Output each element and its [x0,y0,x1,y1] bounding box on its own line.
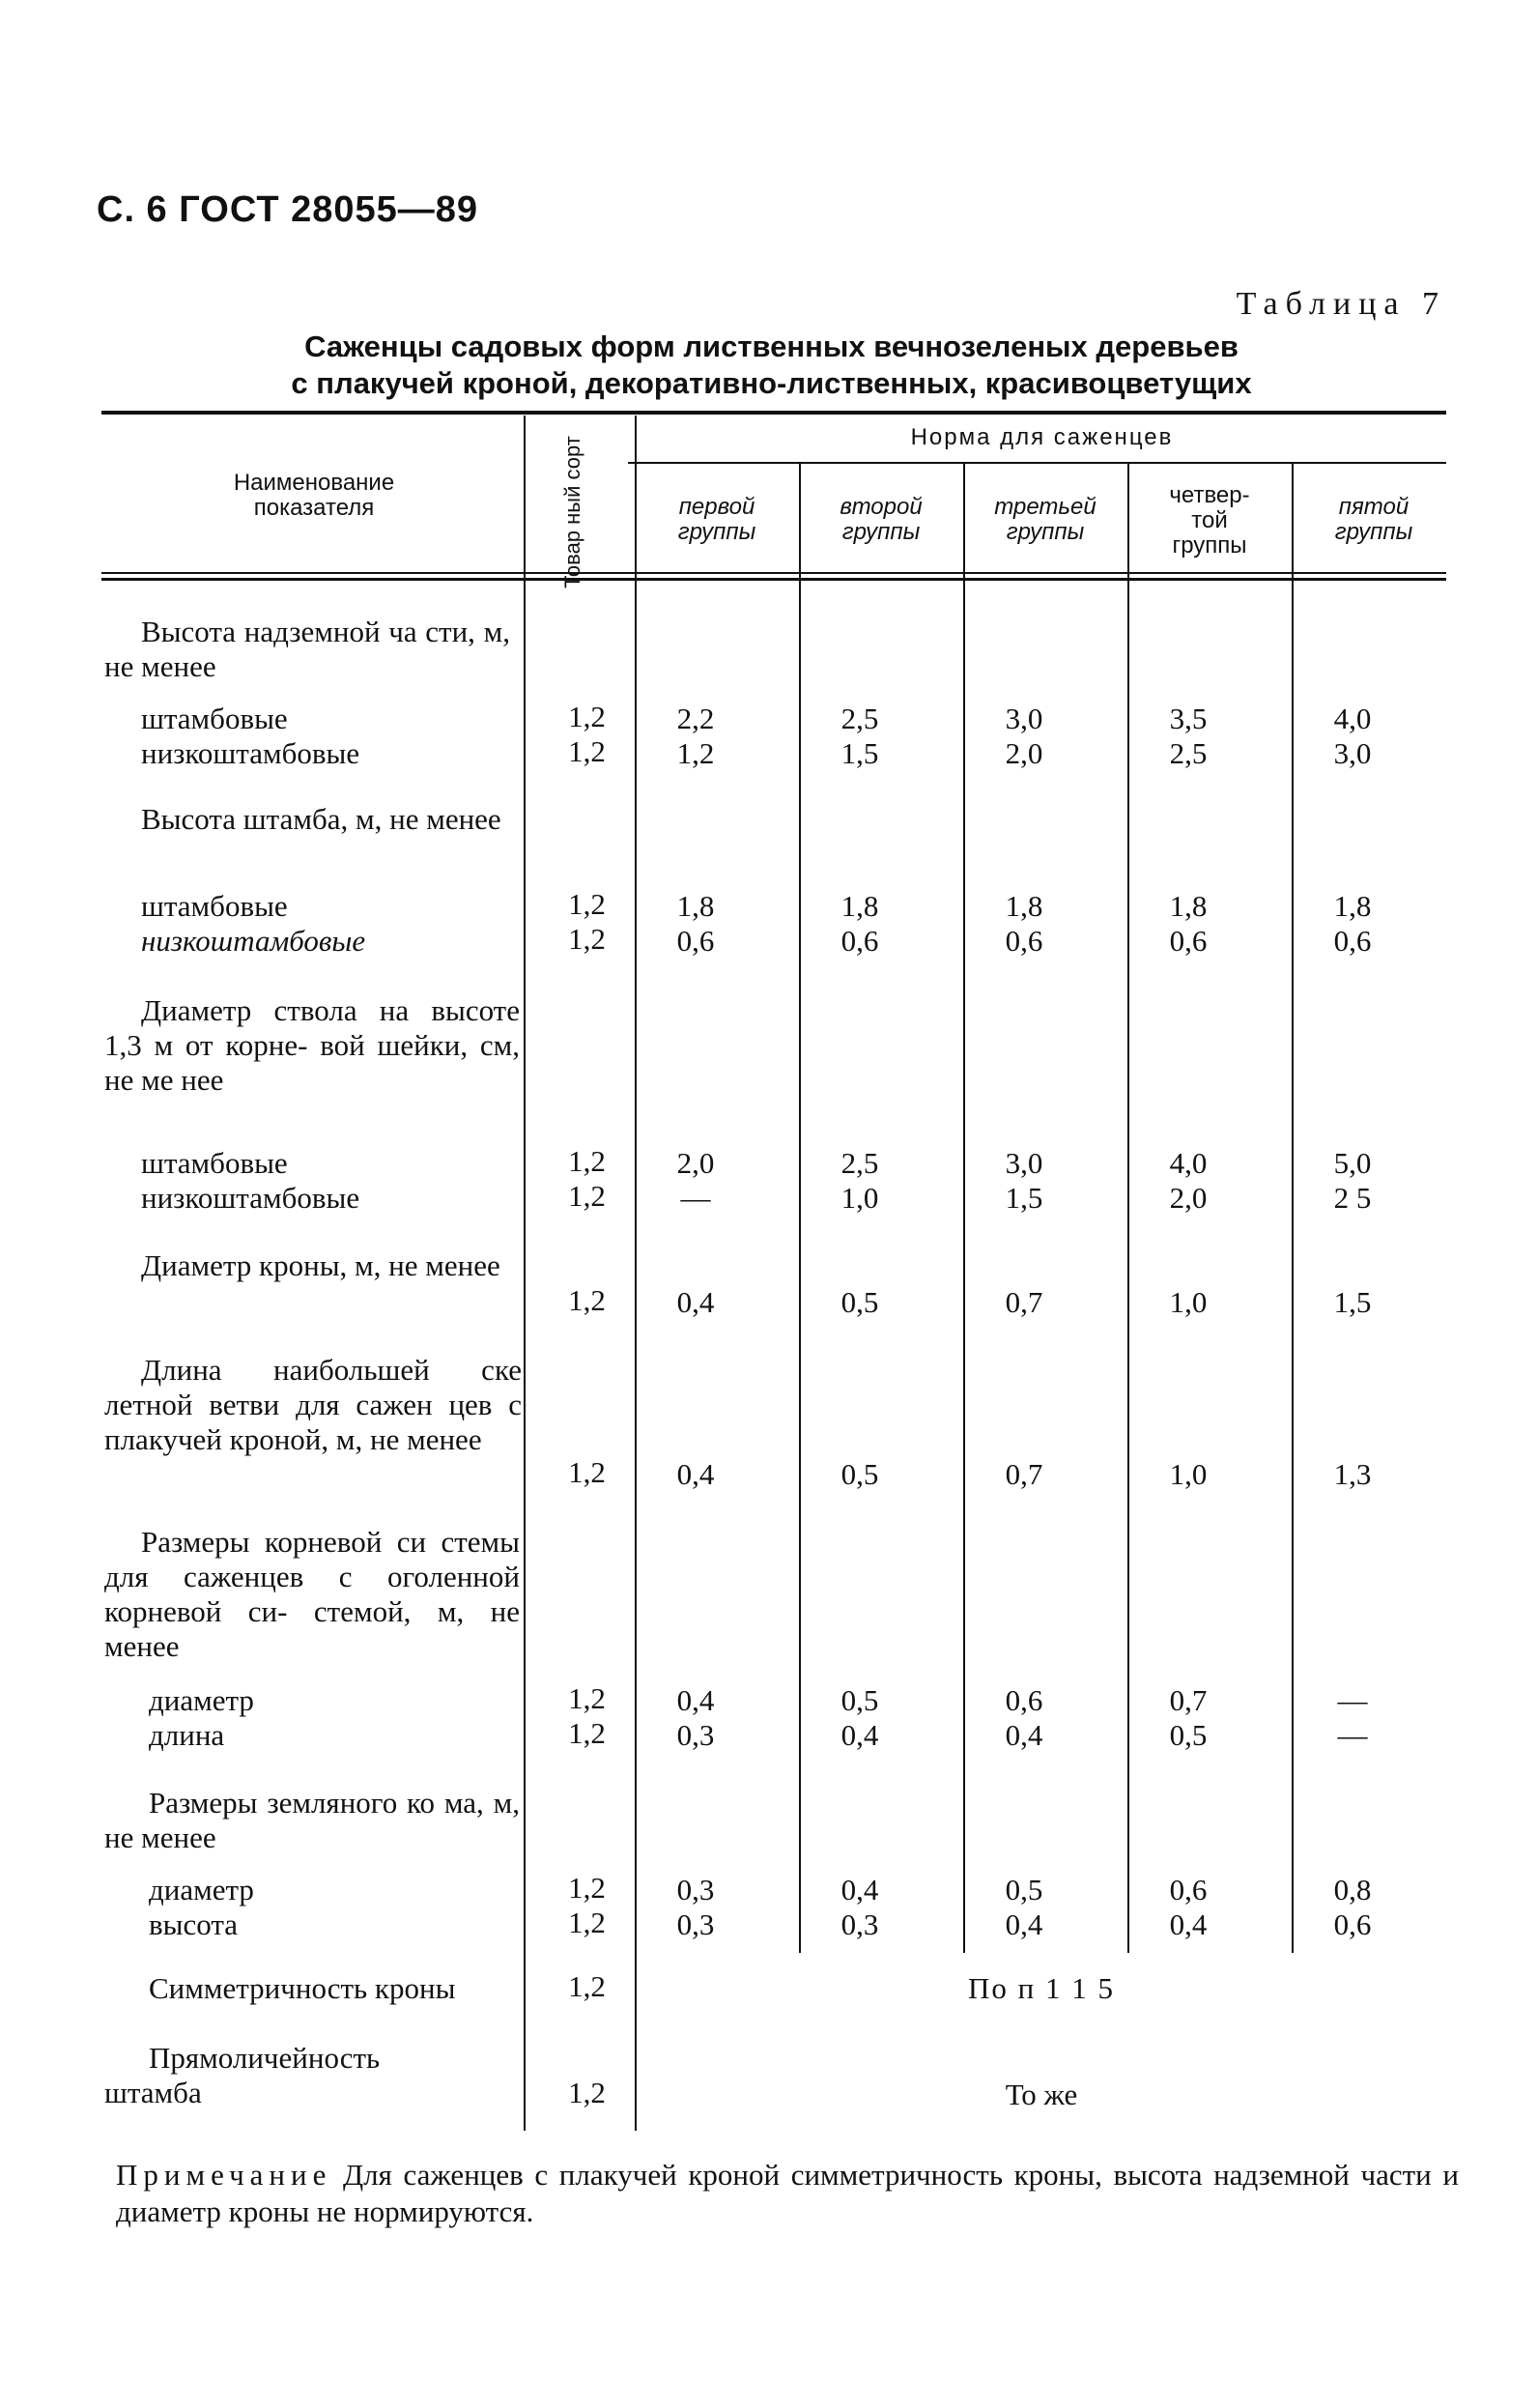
sub-label: низкоштамбовые [141,736,360,770]
value-cell: 0,3 [676,1718,715,1752]
value-cell: 0,5 [1005,1873,1043,1906]
sub-label: низкоштамбовые [141,1181,360,1215]
value-cell: 3,0 [1005,1146,1043,1180]
value-cell: 1,0 [1169,1457,1208,1491]
col-header-g4: четвер- той группы [1169,482,1250,559]
value-cell: — [1337,1718,1368,1752]
page-header: С. 6 ГОСТ 28055—89 [97,189,479,230]
value-cell: 0,6 [1005,924,1043,958]
grade-cell: 1,2 [568,1455,606,1489]
value-cell: 0,5 [1169,1718,1208,1752]
value-cell: — [680,1181,711,1215]
grade-cell: 1,2 [568,1179,606,1213]
sub-label: низкоштамбовые [141,924,366,958]
table-title-line-2: с плакучей кроной, декоративно-лиственных, красивоцветущих [291,366,1252,400]
value-cell: 0,4 [676,1285,715,1319]
table-number: Таблица 7 [1236,286,1446,322]
value-cell: 2,0 [1169,1181,1208,1215]
row-label-earth-ball: Размеры земляного ко ма, м, не менее [104,1786,520,1854]
value-cell: 1,0 [840,1181,879,1215]
value-cell: 1,8 [840,889,879,923]
value-cell: 0,4 [1005,1907,1043,1941]
value-cell: 1,5 [1333,1285,1372,1319]
value-cell: 0,7 [1005,1457,1043,1491]
grade-cell: 1,2 [568,1969,606,2003]
value-cell: 0,6 [1169,1873,1208,1906]
col-header-g5: пятой группы [1334,494,1413,545]
grade-cell: 1,2 [568,1871,606,1905]
col-header-norm: Норма для саженцев [910,424,1174,450]
value-cell: 2 5 [1333,1181,1372,1215]
value-cell: 0,3 [676,1907,715,1941]
value-cell: 0,6 [676,924,715,958]
value-cell: 0,6 [840,924,879,958]
value-cell: 0,3 [676,1873,715,1906]
table-note [116,2157,1459,2230]
value-cell: 1,8 [1333,889,1372,923]
note-heading: Примечание [116,2158,332,2192]
value-cell: 0,4 [676,1683,715,1717]
value-cell: 0,6 [1333,924,1372,958]
value-cell: 0,5 [840,1683,879,1717]
value-cell: 2,0 [676,1146,715,1180]
value-cell: 2,0 [1005,736,1043,770]
grade-cell: 1,2 [568,1144,606,1178]
value-cell: 0,4 [840,1718,879,1752]
row-label-root-system: Размеры корневой си стемы для саженцев с оголенной корневой си- стемой, м, не менее [104,1525,520,1663]
value-cell: 1,3 [1333,1457,1372,1491]
value-cell: 1,8 [1169,889,1208,923]
grade-cell: 1,2 [568,1906,606,1939]
grade-cell: 1,2 [568,887,606,921]
value-cell: 0,4 [676,1457,715,1491]
value-cell: 1,5 [840,736,879,770]
sub-label: штамбовые [141,1146,288,1180]
table-title [97,329,1446,402]
header-bottom-rule-2 [101,578,1446,581]
merged-value-cell: То же [1005,2078,1078,2111]
value-cell: 0,5 [840,1285,879,1319]
col-divider-name [524,416,526,2131]
row-label-height: Высота надземной ча сти, м, не менее [104,615,510,683]
value-cell: 4,0 [1169,1146,1208,1180]
value-cell: 0,4 [840,1873,879,1906]
value-cell: — [1337,1683,1368,1717]
value-cell: 0,6 [1005,1683,1043,1717]
col-header-g2: второй группы [840,494,923,545]
value-cell: 2,2 [676,702,715,735]
sub-label: диаметр [149,1683,254,1717]
grade-cell: 1,2 [568,1681,606,1715]
sub-label: штамбовые [141,889,288,923]
value-cell: 2,5 [1169,736,1208,770]
value-cell: 0,6 [1169,924,1208,958]
value-cell: 1,2 [676,736,715,770]
row-label-symmetry: Симметричность кроны [149,1971,456,2005]
value-cell: 3,0 [1333,736,1372,770]
value-cell: 3,5 [1169,702,1208,735]
table-title-line-1: Саженцы садовых форм лиственных вечнозеленых деревьев [304,330,1239,363]
row-label-trunk-diameter: Диаметр ствола на высоте 1,3 м от корне- вой шейки, см, не ме нее [104,993,520,1097]
value-cell: 4,0 [1333,702,1372,735]
value-cell: 0,4 [1169,1907,1208,1941]
sub-label: штамбовые [141,702,288,735]
grade-cell: 1,2 [568,2076,606,2109]
grade-cell: 1,2 [568,1283,606,1317]
note-text: Для саженцев с плакучей кроной симметричность кроны, высота надземной части и диаметр кроны не нормируются. [116,2158,1460,2228]
row-label-stem-height: Высота штамба, м, не менее [141,802,501,836]
value-cell: 0,5 [840,1457,879,1491]
value-cell: 1,5 [1005,1181,1043,1215]
sub-label: высота [149,1907,239,1941]
row-label-crown-diameter: Диаметр кроны, м, не менее [141,1248,500,1282]
col-header-g1: первой группы [677,494,756,545]
value-cell: 0,8 [1333,1873,1372,1906]
col-header-name: Наименование показателя [233,470,395,521]
grade-cell: 1,2 [568,700,606,733]
merged-value-cell: По п 1 1 5 [968,1971,1115,2005]
header-bottom-rule [101,572,1446,574]
value-cell: 2,5 [840,1146,879,1180]
grade-cell: 1,2 [568,1716,606,1750]
row-label-branch-length: Длина наибольшей ске летной ветви для сажен цев с плакучей кроной, м, не менее [104,1353,522,1456]
value-cell: 1,0 [1169,1285,1208,1319]
sub-label: длина [149,1718,225,1752]
norm-header-rule [628,462,1446,464]
col-header-g3: третьей группы [994,494,1097,545]
table-top-rule [101,411,1446,415]
value-cell: 0,3 [840,1907,879,1941]
value-cell: 2,5 [840,702,879,735]
col-header-grade: Товар ный сорт [559,436,584,588]
value-cell: 0,4 [1005,1718,1043,1752]
value-cell: 3,0 [1005,702,1043,735]
value-cell: 0,6 [1333,1907,1372,1941]
grade-cell: 1,2 [568,922,606,956]
value-cell: 1,8 [1005,889,1043,923]
grade-cell: 1,2 [568,734,606,768]
value-cell: 5,0 [1333,1146,1372,1180]
value-cell: 1,8 [676,889,715,923]
value-cell: 0,7 [1005,1285,1043,1319]
sub-label: диаметр [149,1873,254,1906]
value-cell: 0,7 [1169,1683,1208,1717]
row-label-straightness: Прямоличейность штамба [104,2041,381,2109]
